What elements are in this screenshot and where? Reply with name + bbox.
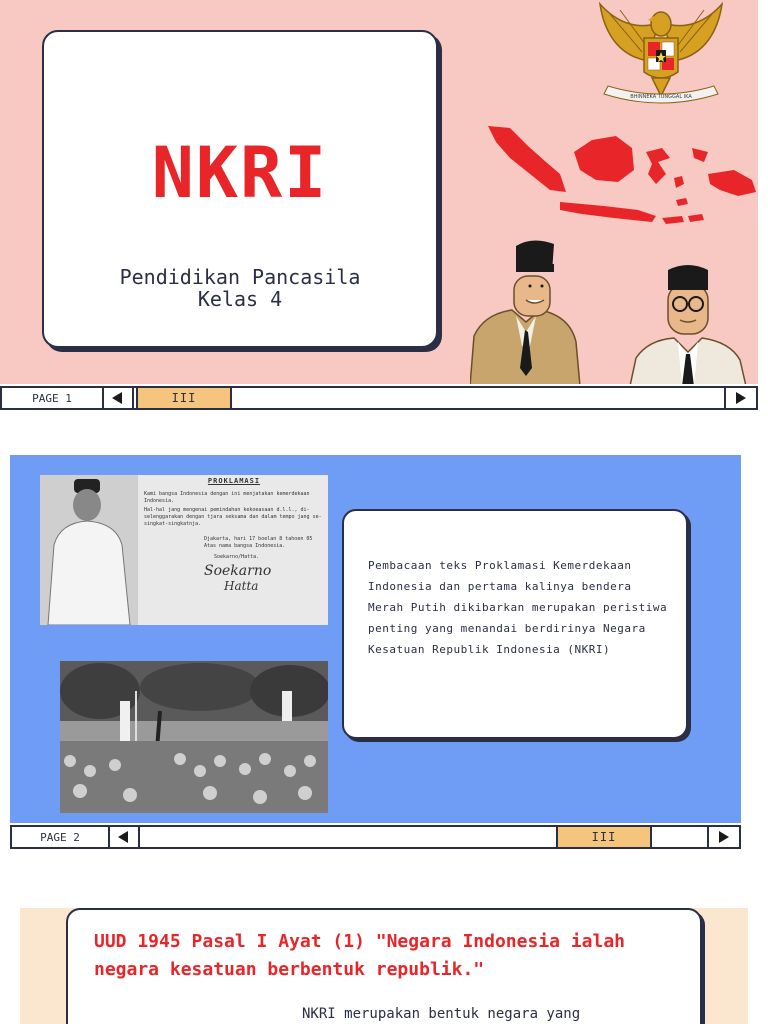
slide-1: [0, 0, 758, 384]
garuda-emblem-icon: [596, 2, 726, 106]
document-heading: PROKLAMASI: [207, 477, 261, 485]
slide-2: [10, 455, 741, 823]
signature-hatta: Hatta: [224, 579, 259, 593]
svg-text:BHINNEKA TUNGGAL IKA: BHINNEKA TUNGGAL IKA: [630, 94, 692, 100]
person-figure-icon: [40, 475, 138, 625]
text-card: [342, 509, 688, 739]
quote-card: [66, 908, 702, 1024]
document-line: Kami bangsa Indonesia dengan ini menjatakan kemerdekaan Indonesia.: [144, 491, 310, 504]
document-line: Djakarta, hari 17 boelan 8 tahoen 05: [204, 536, 313, 542]
document-line: Soekarno/Hatta.: [214, 554, 260, 560]
next-page-button[interactable]: [707, 827, 739, 847]
document-line: Atas nama bangsa Indonesia.: [204, 543, 286, 549]
signature-soekarno: Soekarno: [204, 563, 272, 579]
page-scroll-thumb[interactable]: III: [556, 827, 652, 847]
prev-page-button[interactable]: [102, 388, 134, 408]
uud-quote: UUD 1945 Pasal I Ayat (1) "Negara Indonesia ialah negara kesatuan berbentuk republik.": [94, 931, 626, 980]
soekarno-illustration-icon: [470, 236, 582, 384]
arrow-right-icon: [736, 392, 746, 404]
title-card: [42, 30, 438, 348]
subtitle-line-1: Pendidikan Pancasila: [119, 265, 361, 289]
hatta-illustration-icon: [628, 262, 748, 384]
document-line: Hal-hal jang mengenai pemindahan kekoeasaan d.l.l., di-selenggarakan dengan tjara seksama dan dalam tempo jang se-singkat-singkatnja.: [144, 507, 322, 527]
slide-subtitle: [44, 266, 436, 310]
next-page-button[interactable]: [724, 388, 756, 408]
arrow-left-icon: [118, 831, 128, 843]
prev-page-button[interactable]: [108, 827, 140, 847]
page-label: PAGE 1: [2, 388, 104, 408]
slide-title: NKRI: [151, 132, 329, 214]
body-text: Pembacaan teks Proklamasi Kemerdekaan Indonesia dan pertama kalinya bendera Merah Putih dikibarkan merupakan peristiwa penting yang menandai berdirinya Negara Kesatuan Republik Indonesia (NKRI): [368, 559, 668, 656]
soekarno-photo: [40, 475, 138, 625]
crowd-scene-icon: [60, 661, 328, 813]
slide-3: [20, 908, 748, 1024]
arrow-left-icon: [112, 392, 122, 404]
proklamasi-document-photo: [40, 475, 328, 625]
page-scroll-thumb[interactable]: III: [136, 388, 232, 408]
body-text: NKRI merupakan bentuk negara yang: [302, 1006, 581, 1022]
page-2-nav-bar: [10, 825, 741, 849]
arrow-right-icon: [719, 831, 729, 843]
subtitle-line-2: Kelas 4: [197, 287, 283, 311]
indonesia-map-icon: [486, 118, 758, 236]
page-1-nav-bar: [0, 386, 758, 410]
flag-raising-photo: [60, 661, 328, 813]
page-label: PAGE 2: [12, 827, 110, 847]
